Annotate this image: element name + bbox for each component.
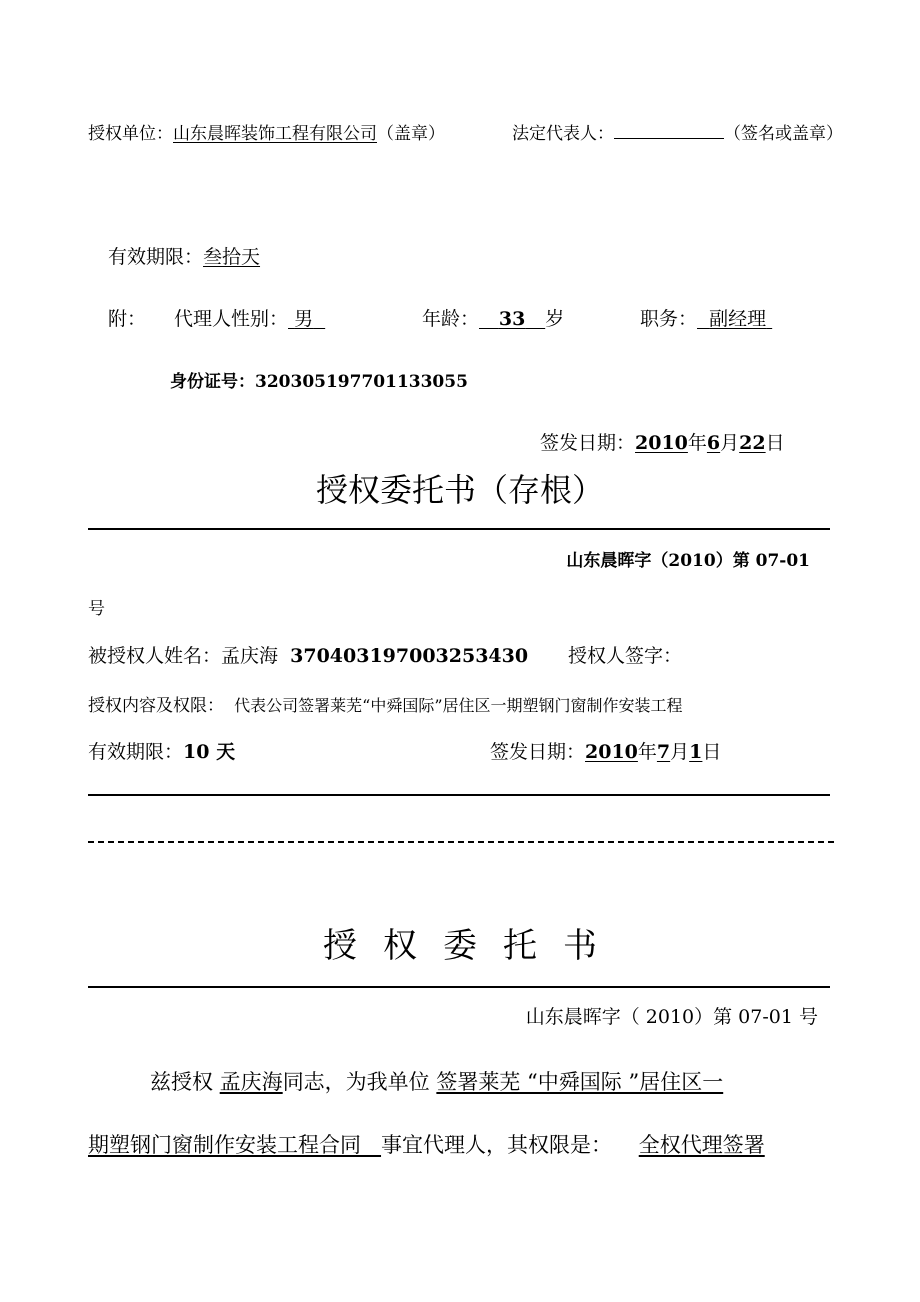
stub-issue-date — [490, 737, 721, 764]
id-label: 身份证号： — [170, 372, 255, 392]
issue-label: 签发日期： — [540, 432, 636, 454]
gender-label: 代理人性别： — [174, 308, 289, 330]
day-char: 日 — [765, 432, 785, 454]
validity-label: 有效期限： — [108, 246, 204, 268]
scope-value: 代表公司签署莱芜“中舜国际”居住区一期塑钢门窗制作安装工程 — [234, 696, 683, 715]
position-value: 副经理 — [709, 308, 767, 330]
grantor-seal: （盖章） — [377, 124, 445, 144]
stub-doc-no-tail: 号 — [88, 599, 105, 619]
grantee-id: 370403197003253430 — [290, 645, 529, 667]
grantor-name: 山东晨晖装饰工程有限公司 — [173, 124, 377, 144]
stub-validity-label: 有效期限： — [88, 741, 184, 763]
stub-issue-year: 2010 — [585, 741, 638, 763]
stub-top-rule — [88, 528, 830, 530]
issue-year: 2010 — [635, 432, 688, 454]
issue-month: 6 — [706, 432, 721, 454]
main-paragraph-line1 — [150, 1066, 723, 1096]
stub-doc-no: 山东晨晖字（2010）第 07-01 — [566, 551, 810, 571]
grantee-line — [88, 641, 528, 668]
p2-mid: 事宜代理人，其权限是： — [381, 1133, 613, 1157]
gender-value: 男 — [294, 308, 314, 330]
stub-issue-month: 7 — [656, 741, 671, 763]
gender-line — [174, 304, 325, 331]
p1-name: 孟庆海 — [219, 1070, 283, 1094]
age-unit: 岁 — [545, 308, 565, 330]
validity-line — [108, 242, 260, 269]
stub-day-char: 日 — [702, 741, 722, 763]
stub-bottom-rule — [88, 794, 830, 796]
stub-issue-day: 1 — [689, 741, 703, 763]
main-title: 授权委托书 — [323, 926, 623, 966]
issue-date-top — [540, 428, 785, 455]
age-line — [422, 304, 564, 331]
stub-validity-value: 10 天 — [183, 741, 236, 763]
legal-rep-line — [512, 119, 843, 144]
main-title-rule — [88, 986, 830, 988]
id-line — [170, 367, 468, 392]
p2-matter: 期塑钢门窗制作安装工程合同 — [88, 1133, 361, 1157]
p1-matter: 签署莱芜 “中舜国际 ”居住区一 — [436, 1070, 724, 1094]
stub-validity-line — [88, 737, 235, 764]
legal-rep-label: 法定代表人： — [512, 124, 614, 144]
stub-issue-label: 签发日期： — [490, 741, 586, 763]
grantor-sign-label: 授权人签字： — [568, 645, 683, 667]
main-doc-no: 山东晨晖字（ 2010）第 07-01 号 — [525, 1006, 818, 1028]
year-char: 年 — [687, 432, 707, 454]
p1-prefix: 兹授权 — [150, 1070, 213, 1094]
legal-rep-suffix: （签名或盖章） — [724, 124, 843, 144]
cut-line — [88, 841, 834, 843]
grantor-label: 授权单位： — [88, 124, 173, 144]
age-value: 33 — [498, 308, 526, 330]
month-char: 月 — [720, 432, 740, 454]
p2-scope: 全权代理签署 — [638, 1133, 765, 1157]
position-label: 职务： — [640, 308, 698, 330]
grantee-label: 被授权人姓名： — [88, 645, 222, 667]
main-paragraph-line2 — [88, 1129, 765, 1159]
scope-line — [88, 691, 683, 716]
attach-label: 附： — [108, 308, 147, 330]
id-value: 320305197701133055 — [255, 372, 468, 392]
age-label: 年龄： — [422, 308, 480, 330]
issue-day: 22 — [739, 432, 766, 454]
stub-month-char: 月 — [670, 741, 690, 763]
stub-year-char: 年 — [637, 741, 657, 763]
grantee-name: 孟庆海 — [221, 645, 279, 667]
grantor-line — [88, 119, 445, 144]
stub-title: 授权委托书（存根） — [315, 471, 604, 509]
p1-mid: 同志，为我单位 — [282, 1070, 430, 1094]
scope-label: 授权内容及权限： — [88, 696, 224, 716]
position-line — [640, 304, 772, 331]
legal-rep-signature-blank — [614, 122, 724, 139]
validity-value: 叁拾天 — [203, 246, 261, 268]
